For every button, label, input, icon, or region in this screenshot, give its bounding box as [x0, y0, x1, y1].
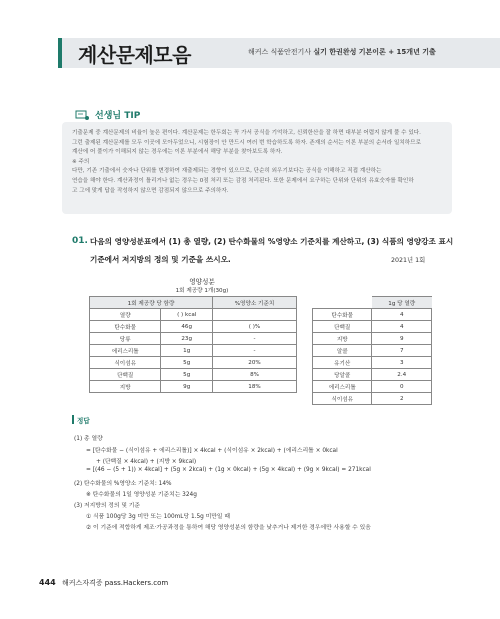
table-cell: - [213, 333, 297, 345]
table-row [90, 345, 297, 357]
question-number: 01. [72, 236, 88, 246]
table-cell: 4 [372, 309, 432, 321]
page-footer [39, 578, 168, 588]
table-cell: 3 [372, 357, 432, 369]
table-cell: 18% [213, 381, 297, 393]
section-title: 계산문제모음 [78, 43, 191, 67]
table-cell: 열량 [90, 309, 161, 321]
answer-accent-bar [72, 415, 74, 424]
tip-line: 고 그에 맞게 답을 작성하지 않으면 감점되지 않으므로 주의하자. [72, 187, 229, 194]
table-row [313, 321, 432, 333]
table-cell: 당류 [90, 333, 161, 345]
book-subtitle-prefix: 해커스 식품안전기사 [248, 48, 312, 56]
footer-text: 해커스자격증 pass.Hackers.com [61, 579, 169, 587]
question-text-line1: 다음의 영양성분표에서 (1) 총 열량, (2) 탄수화물의 %영양소 기준치를 계산하고, (3) 식품의 영양강조 표시 [90, 237, 454, 246]
table-cell: 1g [161, 345, 213, 357]
question-text-line2: 기준에서 저지방의 정의 및 기준을 쓰시오. [90, 255, 231, 264]
table-cell: 탄수화물 [313, 309, 372, 321]
table-cell: 23g [161, 333, 213, 345]
page-header [0, 0, 500, 80]
table-cell: 알콜 [313, 345, 372, 357]
tip-line: 연습을 해야 한다. 계산과정이 틀리거나 없는 경우는 0점 처리 또는 감점 처리된다. 또한 문제에서 요구하는 단위와 단위의 유효숫자를 확인하 [72, 177, 414, 184]
page-number: 444 [39, 578, 56, 587]
table-row [313, 381, 432, 393]
table-cell: 유기산 [313, 357, 372, 369]
table-cell: 지방 [313, 333, 372, 345]
table-row [313, 333, 432, 345]
tip-line: 기출문제 중 계산문제의 비율이 높은 편이다. 계산문제는 한두회는 꼭 가서 공식을 기억하고, 신뢰한산을 잘 하면 대부분 어렵지 않게 풀 수 있다. [72, 130, 421, 136]
table-cell: 5g [161, 369, 213, 381]
tip-line: ※ 주의 [72, 158, 90, 165]
table-row [313, 357, 432, 369]
answer-label: 정답 [77, 417, 90, 425]
table-cell: 탄수화물 [90, 321, 161, 333]
answer-line: + (단백질 × 4kcal) + (지방 × 9kcal) [96, 459, 197, 465]
table-cell: 2.4 [372, 369, 432, 381]
table-cell: 0 [372, 381, 432, 393]
answer-line: (3) 저지방의 정의 및 기준 [74, 503, 140, 509]
table-row [90, 369, 297, 381]
column-header: 1회 제공량 당 함량 [90, 297, 213, 309]
nutrition-title: 영양성분 [189, 278, 215, 286]
table-row [313, 393, 432, 405]
column-header: %영양소 기준치 [213, 297, 297, 309]
nutrition-subtitle: 1회 제공량 1개(30g) [175, 288, 229, 294]
table-cell: 2 [372, 393, 432, 405]
answer-line: ① 식품 100g당 3g 미만 또는 100mL당 1.5g 미만일 때 [86, 514, 230, 520]
table-cell: 식이섬유 [313, 393, 372, 405]
table-row [90, 381, 297, 393]
table-row [90, 333, 297, 345]
calorie-table [312, 296, 432, 405]
table-cell: 46g [161, 321, 213, 333]
book-subtitle [248, 47, 436, 57]
table-cell: 9g [161, 381, 213, 393]
answer-line: = [(46 − (5 + 1)) × 4kcal] + (5g × 2kcal) + (1g × 0kcal) + (5g × 4kcal) + (9g × 9kcal) = 271kcal [86, 467, 371, 473]
answer-line: (2) 탄수화물의 %영양소 기준치: 14% [74, 481, 172, 487]
column-header: 1g 당 열량 [372, 297, 432, 309]
table-cell: 8% [213, 369, 297, 381]
table-cell: 지방 [90, 381, 161, 393]
tip-box [62, 122, 452, 214]
table-row [313, 345, 432, 357]
question-year: 2021년 1회 [391, 257, 426, 264]
table-cell: 20% [213, 357, 297, 369]
table-cell: 에리스리톨 [313, 381, 372, 393]
answer-line: = [탄수화물 − (식이섬유 + 에리스리톨)] × 4kcal + (식이섬유 × 2kcal) + (에리스리톨 × 0kcal [86, 448, 338, 454]
table-cell: 단백질 [313, 321, 372, 333]
table-cell: ( )% [213, 321, 297, 333]
table-cell: 단백질 [90, 369, 161, 381]
table-cell: 9 [372, 333, 432, 345]
tip-line: 계산에 어 풀이가 이해되지 않는 경우에는 이론 부분에서 해당 부분을 찾아보도록 하자. [72, 149, 283, 156]
table-cell: 에리스리톨 [90, 345, 161, 357]
nutrition-table [89, 296, 297, 393]
table-cell: - [213, 345, 297, 357]
book-subtitle-bold: 실기 한권완성 기본이론 + 15개년 기출 [313, 48, 436, 56]
table-row [313, 309, 432, 321]
blank-header-cell [313, 297, 372, 309]
table-cell: 당알콜 [313, 369, 372, 381]
answer-line: (1) 총 열량 [74, 436, 103, 442]
table-cell: 7 [372, 345, 432, 357]
table-row [90, 357, 297, 369]
header-accent-bar [58, 38, 62, 68]
table-cell: 식이섬유 [90, 357, 161, 369]
table-cell: 4 [372, 321, 432, 333]
table-row [90, 309, 297, 321]
table-row [313, 369, 432, 381]
tip-line: 그런 출제된 계산문제를 모두 이곳에 모아두었으니, 시험장이 안 만드시 여러 번 학습하도록 하자. 존재의 순서는 이론 부분의 순서라 일치하므로 [72, 139, 421, 146]
table-row [90, 321, 297, 333]
table-cell: ( ) kcal [161, 309, 213, 321]
table-cell: 5g [161, 357, 213, 369]
answer-line: ※ 탄수화물의 1일 영양성분 기준치는 324g [86, 492, 197, 498]
tip-line: 다만, 기존 기출에서 숫자나 단위를 변경하여 재출제되는 경향이 있으므로, 단순히 외우기보다는 공식을 이해하고 직접 계산하는 [72, 168, 382, 175]
answer-line: ② 이 기준에 적합하게 제조·가공과정을 통하여 해당 영양성분의 함량을 낮추거나 제거한 경우에만 사용할 수 있음 [86, 525, 371, 531]
tip-title: 선생님 TIP [95, 111, 141, 121]
table-cell [213, 309, 297, 321]
